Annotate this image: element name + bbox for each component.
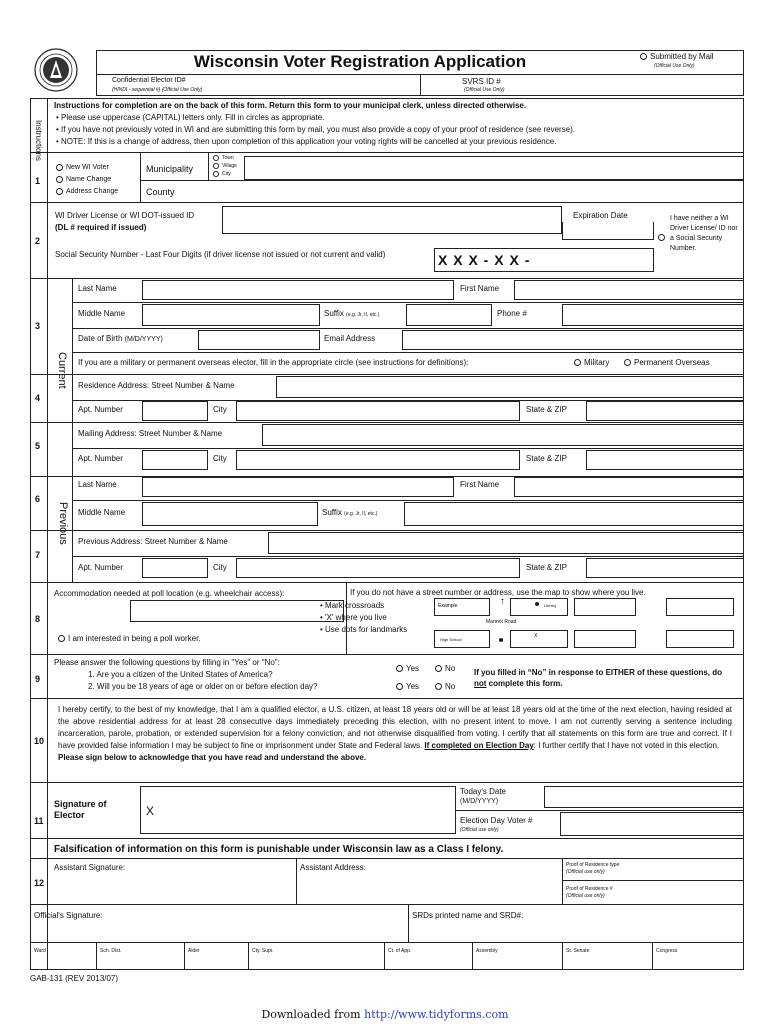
poll-worker-option[interactable]: I am interested in being a poll worker.	[58, 634, 201, 643]
section-number: 11	[34, 816, 44, 826]
download-footer: Downloaded from http://www.tidyforms.com	[261, 1008, 509, 1021]
example-label: Example	[438, 603, 458, 609]
form-id: GAB-131 (REV 2013/07)	[30, 974, 119, 983]
section-number: 2	[35, 236, 41, 246]
certification-text: I hereby certify, to the best of my knowledge, that I am a qualified elector, a U.S. citizen, at least 18 years old or will be at least 18 years old at the time of the next election, having resided at the above residential address for at least 28 consecutive days immediately preceding this election, with no present intent to move. I am not currently serving a sentence including incarceration, parole, probation, or extended supervision for a felony conviction, and not otherwise disqualified from voting. I certify that all statements on this form are true and correct. If I have provided false information I may be subject to fine or imprisonment under State and Federal laws. If completed on Election Day: I further certify that I have not voted in this election. Please sign below to acknowledge that you have read and understand the above.	[58, 705, 732, 762]
city-field[interactable]	[236, 401, 520, 421]
municipality-type-options	[213, 154, 237, 178]
example-map	[434, 598, 568, 648]
arrow-icon: ↑	[500, 596, 505, 607]
state-zip-field[interactable]	[586, 558, 744, 578]
section-number: 5	[35, 441, 41, 451]
email-field[interactable]	[402, 330, 744, 350]
dl-required-label: (DL # required if issued)	[55, 223, 147, 232]
svrs-id-note: (Official Use Only)	[464, 87, 505, 93]
last-name-field[interactable]	[142, 280, 454, 300]
age-yes-option[interactable]: Yes	[396, 682, 419, 691]
district-alder: Alder	[188, 948, 200, 954]
prev-last-name-label: Last Name	[78, 480, 117, 489]
city-label: City	[213, 563, 227, 572]
signature-field[interactable]	[140, 786, 456, 834]
map-instructions: • Mark crossroads • 'X' where you live • Use dots for landmarks	[320, 601, 408, 634]
instruction-bullet: • Please use uppercase (CAPITAL) letters only. Fill in circles as appropriate.	[56, 113, 325, 122]
instructions-side-label: Instructions	[34, 120, 43, 161]
new-voter-option[interactable]: New WI Voter	[56, 162, 118, 174]
mailing-address-field[interactable]	[262, 424, 744, 446]
phone-label: Phone #	[497, 309, 527, 318]
confidential-id-note: (HINDI - sequential #) (Official Use Only)	[112, 87, 203, 93]
suffix-label: Suffix (e.g. Jr, II, etc.)	[324, 309, 380, 318]
neither-option[interactable]: I have neither a WI Driver License/ ID nor a Social Security Number.	[660, 214, 740, 254]
prev-address-label: Previous Address: Street Number & Name	[78, 537, 228, 546]
mailing-address-label: Mailing Address: Street Number & Name	[78, 429, 223, 438]
wisconsin-seal-logo	[34, 48, 78, 92]
district-ward: Ward	[34, 948, 46, 954]
dob-field[interactable]	[198, 330, 320, 350]
prev-middle-name-label: Middle Name	[78, 508, 126, 517]
district-ct-app: Ct. of App.	[388, 948, 412, 954]
prev-last-name-field[interactable]	[142, 477, 454, 497]
town-option[interactable]: Town	[213, 154, 237, 162]
section-number: 6	[35, 494, 41, 504]
prev-address-field[interactable]	[268, 532, 744, 554]
previous-side-label: Previous	[57, 502, 69, 545]
submitted-official-note: (Official Use Only)	[654, 63, 695, 69]
neither-radio[interactable]	[658, 234, 665, 241]
date-format: (M/D/YYYY)	[460, 798, 499, 805]
state-zip-label: State & ZIP	[526, 563, 567, 572]
officials-signature-label: Official's Signature:	[34, 911, 103, 920]
map-intro: If you do not have a street number or address, use the map to show where you live.	[350, 588, 646, 597]
proof-num-note: (Official use only)	[566, 893, 605, 899]
age-question: 2. Will you be 18 years of age or older on or before election day?	[88, 682, 318, 691]
first-name-label: First Name	[460, 284, 500, 293]
accommodation-label: Accommodation needed at poll location (e.g. wheelchair access):	[54, 589, 285, 598]
section-number: 1	[35, 176, 41, 186]
district-congress: Congress	[656, 948, 678, 954]
overseas-option[interactable]: Permanent Overseas	[624, 358, 710, 367]
citizen-question: 1. Are you a citizen of the United States of America?	[88, 670, 273, 679]
library-label: Library	[544, 603, 557, 608]
proof-num-label: Proof of Residence #	[566, 886, 613, 892]
apt-field[interactable]	[142, 401, 208, 421]
eday-voter-field[interactable]	[560, 812, 744, 836]
state-zip-label: State & ZIP	[526, 454, 567, 463]
dl-label: WI Driver License or WI DOT-issued ID	[55, 211, 195, 220]
ssn-label: Social Security Number - Last Four Digits (if driver license not issued or not current and valid)	[55, 250, 386, 259]
citizen-yes-option[interactable]: Yes	[396, 664, 419, 673]
city-option[interactable]: City	[213, 170, 237, 178]
high-school-label: High School	[440, 637, 462, 642]
signature-label: Signature of Elector	[54, 799, 107, 820]
form-title: Wisconsin Voter Registration Application	[193, 52, 527, 71]
village-option[interactable]: Village	[213, 162, 237, 170]
military-question: If you are a military or permanent overseas elector, fill in the appropriate circle (see instructions for definitions):	[78, 358, 469, 367]
instruction-bullet: • If you have not previously voted in WI and are submitting this form by mail, you must also provide a copy of your proof of residence (see reverse).	[56, 125, 576, 134]
name-change-option[interactable]: Name Change	[56, 174, 118, 186]
section-number: 4	[35, 393, 41, 403]
no-answer-warning: If you filled in “No” in response to EITHER of these questions, do not complete this form.	[474, 668, 723, 688]
source-link[interactable]: http://www.tidyforms.com	[364, 1008, 509, 1021]
state-zip-field[interactable]	[586, 450, 744, 470]
military-option[interactable]: Military	[574, 358, 609, 367]
proof-type-note: (Official use only)	[566, 869, 605, 875]
age-no-option[interactable]: No	[435, 682, 455, 691]
voter-type-options	[56, 162, 118, 198]
section-number: 10	[34, 736, 45, 746]
eday-official-note: (Official use only)	[460, 827, 499, 833]
assistant-signature-field[interactable]	[48, 876, 296, 902]
section-number: 12	[34, 878, 45, 888]
landmark-dot-icon	[535, 602, 539, 606]
accommodation-field[interactable]	[130, 600, 344, 622]
city-label: City	[213, 454, 227, 463]
svrs-id-label: SVRS ID #	[462, 77, 501, 86]
dl-number-field[interactable]	[222, 206, 562, 234]
phone-field[interactable]	[562, 304, 744, 326]
proof-type-label: Proof of Residence type	[566, 862, 620, 868]
apt-field[interactable]	[142, 450, 208, 470]
blank-map[interactable]	[574, 598, 734, 650]
apt-label: Apt. Number	[78, 563, 123, 572]
district-st-senate: St. Senate	[566, 948, 590, 954]
middle-name-label: Middle Name	[78, 309, 126, 318]
municipality-label: Municipality	[146, 164, 194, 174]
district-assembly: Assembly	[476, 948, 498, 954]
prev-suffix-label: Suffix (e.g. Jr, II, etc.)	[322, 508, 378, 517]
first-name-field[interactable]	[514, 280, 744, 300]
city-field[interactable]	[236, 558, 520, 578]
dob-label: Date of Birth (M/D/YYYY)	[78, 334, 163, 343]
section-number: 3	[35, 321, 41, 331]
signature-x: X	[146, 804, 155, 818]
todays-date-field[interactable]	[544, 786, 744, 808]
srd-label: SRDs printed name and SRD#:	[412, 911, 524, 920]
confidential-id-label: Confidential Elector ID#	[112, 77, 186, 84]
section-number: 8	[35, 614, 41, 624]
todays-date-label: Today's Date	[460, 787, 506, 796]
apt-label: Apt. Number	[78, 454, 123, 463]
district-cty-supr: Cty. Supr.	[252, 948, 274, 954]
state-zip-label: State & ZIP	[526, 405, 567, 414]
suffix-field[interactable]	[406, 304, 492, 326]
city-label: City	[213, 405, 227, 414]
questions-prompt: Please answer the following questions by filling in "Yes" or "No":	[54, 658, 280, 667]
submitted-by-mail-option[interactable]: Submitted by Mail	[640, 52, 714, 61]
apt-label: Apt. Number	[78, 405, 123, 414]
city-field[interactable]	[236, 450, 520, 470]
address-change-option[interactable]: Address Change	[56, 186, 118, 198]
landmark-dot-icon	[499, 638, 503, 642]
eday-voter-label: Election Day Voter #	[460, 816, 533, 825]
citizen-no-option[interactable]: No	[435, 664, 455, 673]
email-label: Email Address	[324, 334, 376, 343]
county-label: County	[146, 187, 175, 197]
road-label: Marmot Road	[486, 619, 517, 625]
last-name-label: Last Name	[78, 284, 117, 293]
expiration-date-label: Expiration Date	[573, 211, 628, 220]
instruction-bullet: • NOTE: If this is a change of address, then upon completion of this application your voting rights will be cancelled at your previous residence.	[56, 137, 557, 146]
expiration-date-field[interactable]	[562, 222, 654, 240]
prev-first-name-label: First Name	[460, 480, 500, 489]
ssn-mask: X X X - X X -	[438, 252, 531, 268]
prev-suffix-field[interactable]	[404, 502, 744, 526]
state-zip-field[interactable]	[586, 401, 744, 421]
apt-field[interactable]	[142, 558, 208, 578]
assistant-address-label: Assistant Address:	[300, 863, 366, 872]
falsification-warning: Falsification of information on this form is punishable under Wisconsin law as a Class I felony.	[54, 844, 504, 855]
prev-first-name-field[interactable]	[514, 477, 744, 497]
municipality-field[interactable]	[244, 156, 744, 180]
assistant-signature-label: Assistant Signature:	[54, 863, 126, 872]
districts-row	[30, 942, 744, 970]
submitted-by-mail-radio[interactable]	[640, 53, 647, 60]
instructions-heading: Instructions for completion are on the back of this form. Return this form to your municipal clerk, unless directed otherwise.	[54, 101, 527, 110]
section-number: 7	[35, 550, 41, 560]
x-mark: X	[534, 633, 538, 639]
middle-name-field[interactable]	[142, 304, 320, 326]
residence-address-label: Residence Address: Street Number & Name	[78, 381, 235, 390]
prev-middle-name-field[interactable]	[142, 502, 318, 526]
section-number: 9	[35, 674, 41, 684]
district-sch-dist: Sch. Dist.	[100, 948, 122, 954]
current-side-label: Current	[56, 352, 68, 389]
residence-address-field[interactable]	[276, 376, 744, 398]
